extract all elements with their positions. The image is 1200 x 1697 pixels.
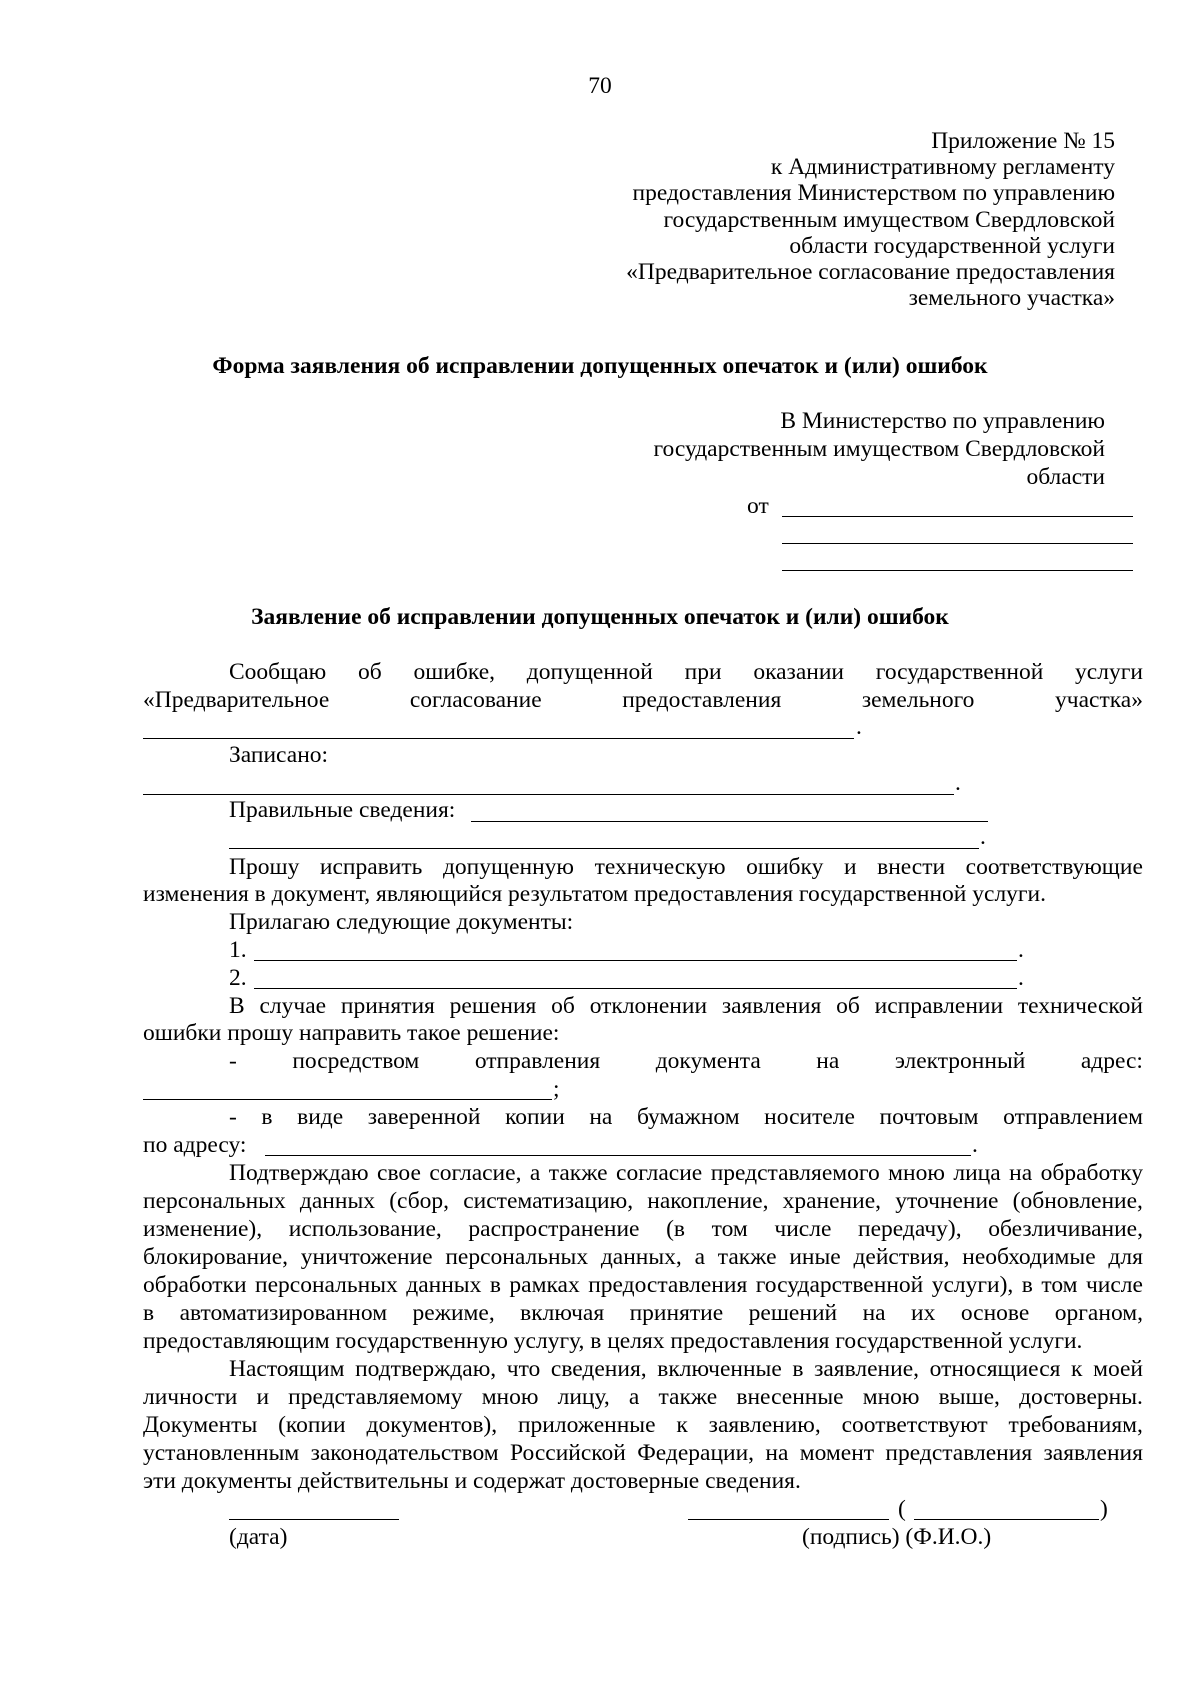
consent-line: Подтверждаю свое согласие, а также согласие представляемого мною лица на обработку: [229, 1160, 1143, 1186]
confirm-line: Настоящим подтверждаю, что сведения, включенные в заявление, относящиеся к моей: [229, 1356, 1143, 1382]
consent-line: в автоматизированном режиме, включая принятие решений на их основе органом,: [143, 1300, 1143, 1326]
attachments-label: Прилагаю следующие документы:: [229, 909, 574, 935]
recipient-line: государственным имуществом Свердловской: [653, 436, 1105, 462]
semicolon: ;: [553, 1076, 560, 1102]
close-paren: ): [1100, 1496, 1108, 1522]
correct-info-field-2[interactable]: [229, 848, 979, 849]
correct-info-label: Правильные сведения:: [229, 797, 456, 823]
from-field-1[interactable]: [782, 516, 1133, 517]
date-field[interactable]: [229, 1519, 399, 1520]
period: .: [1018, 965, 1024, 991]
request-line2: изменения в документ, являющийся результатом предоставления государственной услуги.: [143, 881, 1047, 907]
paragraph-report-line2: «Предварительное согласование предоставления земельного участка»: [143, 687, 1143, 713]
request-line1: Прошу исправить допущенную техническую ошибку и внести соответствующие: [229, 854, 1143, 880]
recipient-block: [653, 408, 1105, 492]
from-label: от: [747, 493, 769, 519]
appendix-line: Приложение № 15: [931, 128, 1115, 154]
recorded-label: Записано:: [229, 742, 329, 768]
form-title: Форма заявления об исправлении допущенных опечаток и (или) ошибок: [212, 353, 988, 379]
report-field[interactable]: [143, 738, 854, 739]
appendix-line: «Предварительное согласование предоставления: [626, 258, 1115, 285]
paragraph-report-line1: Сообщаю об ошибке, допущенной при оказании государственной услуги: [229, 659, 1143, 685]
appendix-line: к Административному регламенту: [770, 154, 1115, 181]
from-field-2[interactable]: [782, 543, 1133, 544]
attachment-number: 1.: [229, 937, 247, 963]
confirm-line-last: эти документы действительны и содержат достоверные сведения.: [143, 1468, 801, 1494]
period: .: [856, 714, 862, 740]
rejection-line1: В случае принятия решения об отклонении заявления об исправлении технической: [229, 993, 1143, 1019]
appendix-header: [626, 128, 1115, 311]
attachment-number: 2.: [229, 965, 247, 991]
statement-title: Заявление об исправлении допущенных опечаток и (или) ошибок: [251, 604, 949, 630]
date-label: (дата): [229, 1524, 288, 1550]
confirm-line: личности и представляемому мною лицу, а также внесенные мною выше, достоверны.: [143, 1384, 1143, 1410]
postal-address-label: по адресу:: [143, 1132, 247, 1158]
recipient-line: В Министерство по управлению: [780, 408, 1105, 434]
correct-info-field-1[interactable]: [471, 821, 988, 822]
recipient-line: области: [1026, 464, 1105, 490]
signature-label: (подпись) (Ф.И.О.): [802, 1524, 992, 1550]
period: .: [955, 770, 961, 796]
confirm-line: Документы (копии документов), приложенные к заявлению, соответствуют требованиям,: [143, 1412, 1143, 1438]
option-post-line: - в виде заверенной копии на бумажном носителе почтовым отправлением: [229, 1104, 1143, 1130]
email-address-field[interactable]: [143, 1099, 552, 1100]
attachment-field-1[interactable]: [254, 960, 1017, 961]
postal-address-field[interactable]: [265, 1155, 971, 1156]
consent-line: изменение), использование, распространение (в том числе передачу), обезличивание,: [143, 1216, 1143, 1242]
consent-line: персональных данных (сбор, систематизацию, накопление, хранение, уточнение (обновление,: [143, 1188, 1143, 1214]
option-email-line: - посредством отправления документа на электронный адрес:: [229, 1048, 1143, 1074]
appendix-line: области государственной услуги: [789, 232, 1115, 259]
consent-line-last: предоставляющим государственную услугу, в целях предоставления государственной услуги.: [143, 1328, 1083, 1354]
attachment-field-2[interactable]: [254, 988, 1017, 989]
signature-field[interactable]: [688, 1519, 889, 1520]
period: .: [1018, 937, 1024, 963]
appendix-line: государственным имуществом Свердловской: [663, 206, 1115, 233]
confirm-line: установленным законодательством Российской Федерации, на момент представления заявления: [143, 1440, 1143, 1466]
from-field-3[interactable]: [782, 570, 1133, 571]
recorded-field[interactable]: [143, 794, 954, 795]
period: .: [980, 824, 986, 850]
page-number: 70: [588, 73, 612, 99]
appendix-line: земельного участка»: [908, 285, 1115, 312]
full-name-field[interactable]: [914, 1519, 1099, 1520]
consent-line: обработки персональных данных в рамках предоставления государственной услуги), в том числе: [143, 1272, 1143, 1298]
appendix-line: предоставления Министерством по управлению: [632, 180, 1115, 207]
consent-line: блокирование, уничтожение персональных данных, а также иные действия, необходимые для: [143, 1244, 1143, 1270]
open-paren: (: [898, 1496, 906, 1522]
period: .: [972, 1132, 978, 1158]
rejection-line2: ошибки прошу направить такое решение:: [143, 1020, 560, 1046]
